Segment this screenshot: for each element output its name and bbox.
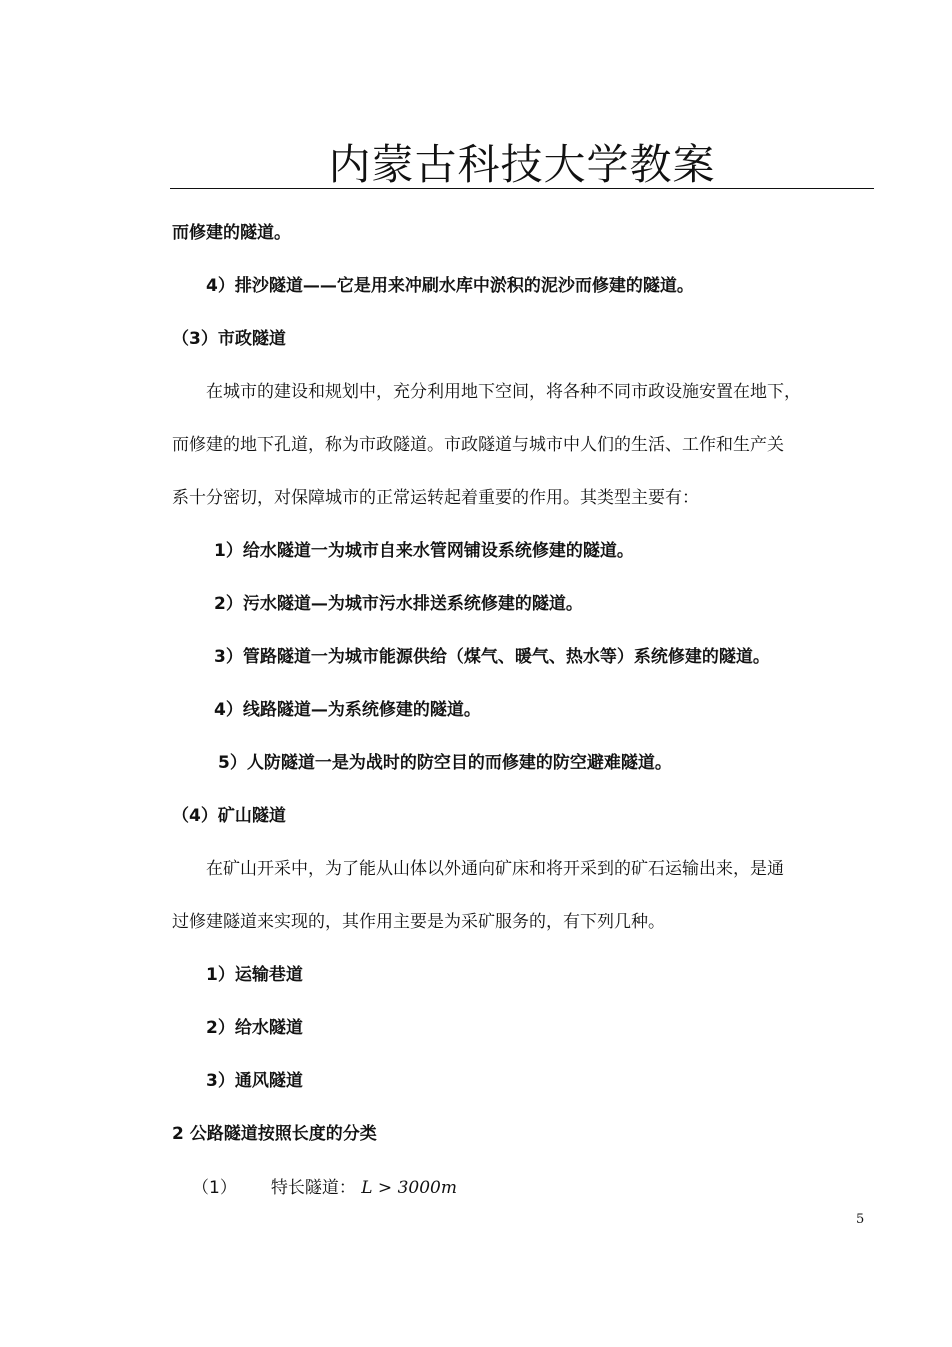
- paragraph-line: 在城市的建设和规划中，充分利用地下空间，将各种不同市政设施安置在地下，: [206, 382, 801, 402]
- list-item: 4）线路隧道—为系统修建的隧道。: [214, 700, 481, 720]
- list-item: 2）给水隧道: [206, 1018, 303, 1038]
- page-title: 内蒙古科技大学教案: [328, 140, 716, 189]
- text-line: 4）排沙隧道——它是用来冲刷水库中淤积的泥沙而修建的隧道。: [206, 276, 694, 296]
- section-heading: （3）市政隧道: [172, 329, 286, 349]
- paragraph-line: 在矿山开采中，为了能从山体以外通向矿床和将开采到的矿石运输出来，是通: [206, 859, 784, 879]
- list-item: 1）运输巷道: [206, 965, 303, 985]
- formula-label: （1）: [192, 1178, 237, 1198]
- formula-expression: L > 3000m: [361, 1178, 457, 1198]
- formula-line: [192, 1177, 874, 1199]
- page-number: 5: [856, 1212, 865, 1227]
- list-item: 5）人防隧道一是为战时的防空目的而修建的防空避难隧道。: [218, 753, 672, 773]
- section-heading: （4）矿山隧道: [172, 806, 286, 826]
- paragraph-line: 系十分密切，对保障城市的正常运转起着重要的作用。其类型主要有：: [172, 488, 699, 508]
- paragraph-line: 而修建的地下孔道，称为市政隧道。市政隧道与城市中人们的生活、工作和生产关: [172, 435, 784, 455]
- text-line: 而修建的隧道。: [172, 223, 291, 243]
- formula-name: 特长隧道：: [270, 1178, 356, 1198]
- list-item: 3）管路隧道一为城市能源供给（煤气、暖气、热水等）系统修建的隧道。: [214, 647, 770, 667]
- list-item: 2）污水隧道—为城市污水排送系统修建的隧道。: [214, 594, 583, 614]
- list-item: 3）通风隧道: [206, 1071, 303, 1091]
- section-heading: 2 公路隧道按照长度的分类: [172, 1124, 377, 1144]
- header-divider: [170, 188, 874, 189]
- list-item: 1）给水隧道一为城市自来水管网铺设系统修建的隧道。: [214, 541, 634, 561]
- paragraph-line: 过修建隧道来实现的，其作用主要是为采矿服务的，有下列几种。: [172, 912, 665, 932]
